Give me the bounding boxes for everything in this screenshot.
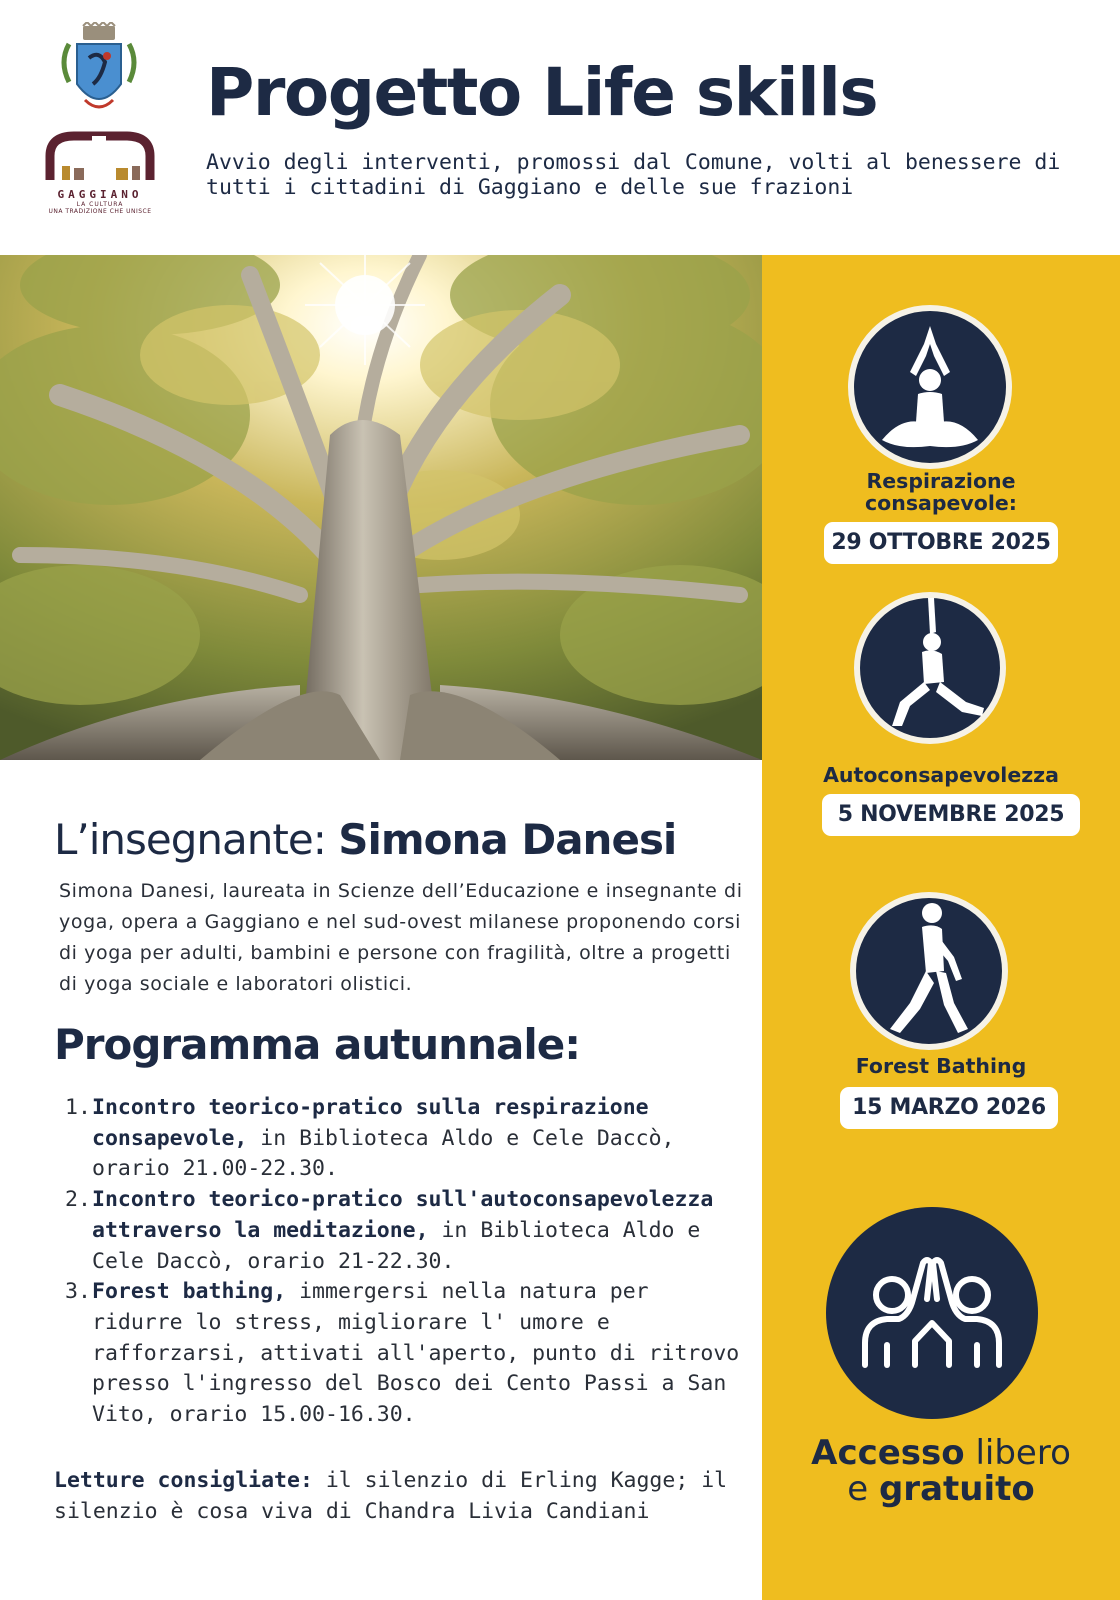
tree-photo xyxy=(0,255,762,760)
logo-town-name: GAGGIANO xyxy=(57,188,143,201)
program-heading: Programma autunnale: xyxy=(54,1020,580,1069)
teacher-label: L’insegnante: xyxy=(54,815,326,864)
access-word: Accesso xyxy=(811,1433,965,1473)
activity-3-circle xyxy=(850,892,1008,1050)
program-item-details: in Biblioteca Aldo e Cele Daccò, orario 21.00-22.30. xyxy=(92,1125,675,1182)
arch-logo-icon xyxy=(44,130,156,182)
program-item-details: in Biblioteca Aldo e Cele Daccò, orario 21-22.30. xyxy=(92,1217,701,1274)
program-list xyxy=(60,1093,750,1431)
teacher-heading xyxy=(54,815,676,864)
readings-text: il silenzio di Erling Kagge; il silenzio è cosa viva di Chandra Livia Candiani xyxy=(54,1468,728,1524)
program-item-2 xyxy=(60,1185,750,1277)
readings-label: Letture consigliate: xyxy=(54,1468,313,1493)
logo-tagline-1: LA CULTURA xyxy=(76,201,124,208)
and-word: e xyxy=(847,1469,879,1509)
program-item-3 xyxy=(60,1277,750,1431)
logo-tagline-2: UNA TRADIZIONE CHE UNISCE xyxy=(48,208,152,215)
yoga-warrior-pose-icon xyxy=(870,598,990,738)
activity-1-circle xyxy=(848,305,1012,469)
program-item-title: Forest bathing, xyxy=(92,1279,287,1305)
program-item-details: immergersi nella natura per ridurre lo stress, migliorare l' umore e rafforzarsi, attivati all'aperto, punto di ritrovo presso l'ingresso del Bosco dei Cento Passi a San Vito, orario 15.00-16.30. xyxy=(92,1279,740,1428)
gaggiano-culture-logo xyxy=(44,130,156,222)
activity-1-label: Respirazione consapevole: xyxy=(864,469,1018,515)
activity-2-date: 5 NOVEMBRE 2025 xyxy=(822,794,1080,836)
high-five-people-icon xyxy=(857,1253,1007,1373)
program-item-number: 2. xyxy=(65,1187,91,1213)
free-word: libero xyxy=(964,1433,1071,1473)
coat-of-arms-icon xyxy=(55,22,143,122)
page-subtitle: Avvio degli interventi, promossi dal Comune, volti al benessere di tutti i cittadini di Gaggiano e delle sue frazioni xyxy=(206,150,1061,200)
community-circle xyxy=(826,1207,1038,1419)
free-access-note xyxy=(762,1435,1120,1507)
header xyxy=(0,0,1120,255)
activity-1-date: 29 OTTOBRE 2025 xyxy=(824,522,1058,564)
activity-2-circle xyxy=(854,592,1006,744)
sidebar xyxy=(762,255,1120,1600)
teacher-bio: Simona Danesi, laureata in Scienze dell’Educazione e insegnante di yoga, opera a Gaggiano e nel sud-ovest milanese proponendo corsi di yoga per adulti, bambini e persone con fragilità, oltre a progetti di yoga sociale e laboratori olistici. xyxy=(59,880,743,995)
free-access-line-1 xyxy=(762,1435,1120,1471)
recommended-readings xyxy=(54,1465,744,1527)
program-item-title: Incontro teorico-pratico sulla respirazione consapevole, xyxy=(92,1095,649,1151)
activity-2-label: Autoconsapevolezza xyxy=(823,763,1059,787)
activity-3-date: 15 MARZO 2026 xyxy=(840,1087,1058,1129)
program-item-1 xyxy=(60,1093,750,1185)
meditation-pose-icon xyxy=(870,322,990,452)
page-title: Progetto Life skills xyxy=(206,54,878,131)
activity-3-label: Forest Bathing xyxy=(855,1054,1027,1078)
program-item-title: Incontro teorico-pratico sull'autoconsapevolezza attraverso la meditazione, xyxy=(92,1187,714,1243)
program-item-number: 1. xyxy=(65,1095,91,1120)
tree-illustration xyxy=(0,255,762,760)
teacher-name: Simona Danesi xyxy=(338,815,677,864)
free-access-line-2 xyxy=(762,1471,1120,1507)
program-item-number: 3. xyxy=(65,1279,91,1305)
walking-person-icon xyxy=(874,901,984,1041)
gratuito-word: gratuito xyxy=(878,1469,1035,1509)
